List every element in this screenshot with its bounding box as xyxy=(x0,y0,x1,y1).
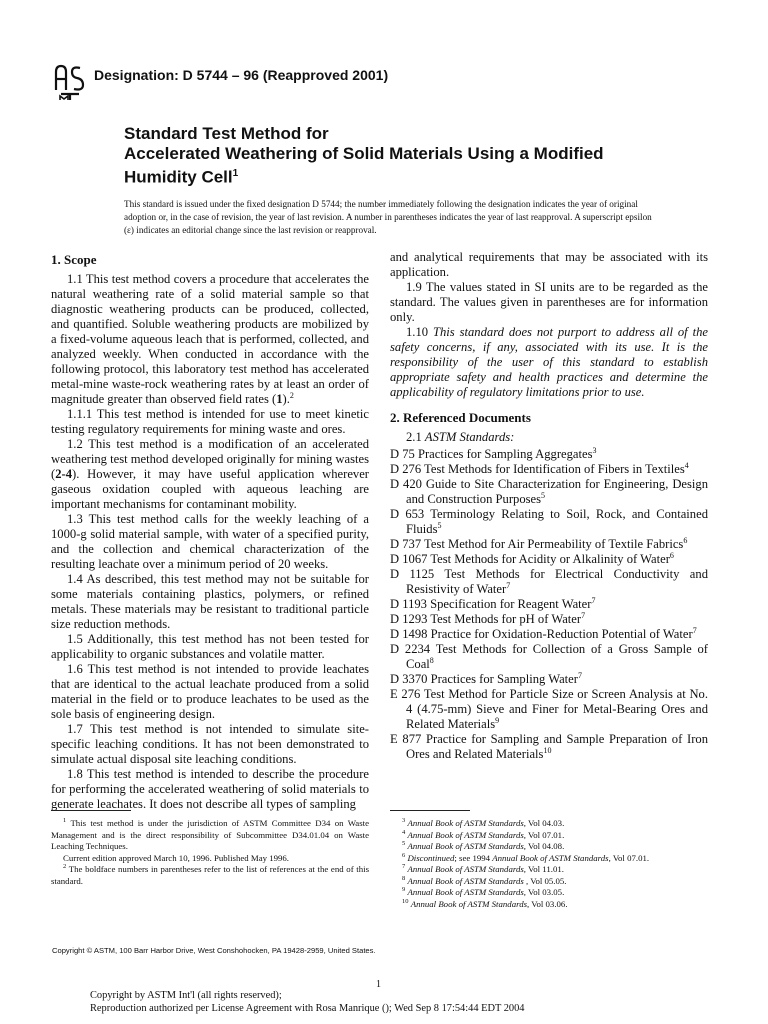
reference-text: D 1067 Test Methods for Acidity or Alkalinity of Water xyxy=(390,552,670,566)
reference-footnote-mark: 7 xyxy=(591,595,596,605)
reproduction-notice xyxy=(90,990,525,1015)
footnote-item xyxy=(390,853,708,865)
footnote-item xyxy=(390,830,708,842)
reference-item xyxy=(390,567,708,597)
paragraph-1-5: 1.5 Additionally, this test method has not been tested for applicability to organic substances and volatile matter. xyxy=(51,632,369,661)
footnote-2-mark: 2 xyxy=(63,863,67,871)
footnote-source: Annual Book of ASTM Standards xyxy=(407,818,524,828)
paragraph-1-7: 1.7 This test method is not intended to simulate site-specific leaching conditions. It has not been demonstrated to simulate actual disposal site leaching conditions. xyxy=(51,722,369,766)
paragraph-1-1 xyxy=(51,272,369,407)
reference-item xyxy=(390,447,708,462)
reference-footnote-mark: 3 xyxy=(592,445,597,455)
reference-text: D 75 Practices for Sampling Aggregates xyxy=(390,447,593,461)
footnote-mark: 5 xyxy=(402,840,406,848)
paragraph-1-10 xyxy=(390,325,708,400)
title-footnote-mark: 1 xyxy=(232,168,239,179)
footnote-item xyxy=(390,818,708,830)
reference-item xyxy=(390,687,708,732)
title-line-3 xyxy=(124,164,684,188)
footnote-source: Annual Book of ASTM Standards xyxy=(410,898,528,909)
reference-text: D 3370 Practices for Sampling Water xyxy=(390,672,578,686)
footnote-mark: 8 xyxy=(402,874,406,882)
astm-logo-icon xyxy=(52,60,88,102)
paragraph-1-9: 1.9 The values stated in SI units are to be regarded as the standard. The values given in parentheses are for information only. xyxy=(390,280,708,324)
copyright-notice: Copyright © ASTM, 100 Barr Harbor Drive, West Conshohocken, PA 19428-2959, United States. xyxy=(52,946,376,955)
footnote-volume-2: , Vol 07.01. xyxy=(608,852,650,863)
reference-footnote-mark: 7 xyxy=(506,580,511,590)
footnote-2 xyxy=(51,864,369,887)
reference-item xyxy=(390,612,708,627)
title-line-2: Accelerated Weathering of Solid Materials Using a Modified xyxy=(124,144,604,163)
footnote-volume: , Vol 04.08. xyxy=(523,841,565,851)
footnote-item xyxy=(390,864,708,876)
paragraph-1-3: 1.3 This test method calls for the weekly leaching of a 1000-g solid material sample, with water of a specified purity, and the collection and chemical characterization of the resulting leachate over a minimum period of 20 weeks. xyxy=(51,512,369,571)
footnote-volume: , Vol 11.01. xyxy=(523,864,564,874)
footnote-volume: , Vol 07.01. xyxy=(523,829,565,840)
reference-text: E 276 Test Method for Particle Size or Screen Analysis at No. 4 (4.75-mm) Sieve and Finer for Metal-Bearing Ores and Related Materials xyxy=(390,687,708,731)
reference-item xyxy=(390,732,708,762)
footnote-volume: ; see 1994 xyxy=(454,852,493,863)
footnote-1-edition: Current edition approved March 10, 1996. Published May 1996. xyxy=(63,852,289,863)
title-line-1: Standard Test Method for xyxy=(124,124,329,143)
footnote-source: Annual Book of ASTM Standards xyxy=(407,841,524,851)
repro-line-1: Copyright by ASTM Int'l (all rights reserved); xyxy=(90,990,282,1001)
footnote-item xyxy=(390,876,708,888)
safety-caveat: This standard does not purport to address all of the safety concerns, if any, associated with its use. It is the responsibility of the user of this standard to establish appropriate safety and health practices and determine the applicability of regulatory limitations prior to use. xyxy=(390,325,708,399)
document-title xyxy=(124,124,684,188)
reference-text: D 1498 Practice for Oxidation-Reduction Potential of Water xyxy=(390,627,693,641)
reference-footnote-mark: 10 xyxy=(543,745,552,755)
footnote-source: Annual Book of ASTM Standards xyxy=(407,875,524,886)
paragraph-1-6: 1.6 This test method is not intended to provide leachates that are identical to the actual leachate produced from a solid material in the field or to produce leachates to be used as the sole basis of engineering design. xyxy=(51,662,369,721)
footnote-item xyxy=(390,841,708,853)
reference-text: D 2234 Test Methods for Collection of a Gross Sample of Coal xyxy=(390,642,708,671)
footnote-item xyxy=(390,899,708,911)
designation: Designation: D 5744 – 96 (Reapproved 2001) xyxy=(94,67,389,83)
repro-line-2: Reproduction authorized per License Agreement with Rosa Manrique (); Wed Sep 8 17:54:44 EDT 2004 xyxy=(90,1002,525,1014)
footnote-mark: 4 xyxy=(402,828,406,836)
reference-footnote-mark: 5 xyxy=(541,490,546,500)
reference-item xyxy=(390,627,708,642)
issue-note: This standard is issued under the fixed designation D 5744; the number immediately following the designation indicates the year of original adoption or, in the case of revision, the year of last revision. A number in parentheses indicates the year of last reapproval. A superscript epsilon (ε) indicates an editorial change since the last revision or reapproval. xyxy=(124,199,652,235)
p1-10-number: 1.10 xyxy=(406,325,429,339)
footnote-1-text: This test method is under the jurisdiction of ASTM Committee D34 on Waste Management and is the direct responsibility of Subcommittee D34.01.04 on Waste Leaching Techniques. xyxy=(51,818,369,851)
subhead-number: 2.1 xyxy=(406,430,422,444)
footnote-1-mark: 1 xyxy=(63,817,67,825)
p1-1-footnote-mark: 2 xyxy=(289,390,294,400)
reference-list xyxy=(390,447,708,762)
p1-2-text: 1.2 This test method is a modification of an accelerated weathering test method developed originally for mining wastes ( xyxy=(51,437,369,481)
footnotes-right xyxy=(390,818,708,910)
scope-heading: 1. Scope xyxy=(51,252,97,267)
reference-footnote-mark: 6 xyxy=(669,550,674,560)
reference-text: D 737 Test Method for Air Permeability of Textile Fabrics xyxy=(390,537,684,551)
reference-item xyxy=(390,507,708,537)
footnote-rule-left xyxy=(51,810,131,811)
p1-1-text: 1.1 This test method covers a procedure that accelerates the natural weathering rate of a solid material sample so that diagnostic weathering products can be produced, collected, and quantified. Soluble weathering products are mobilized by a fixed-volume aqueous leach that is performed, collected, and analyzed weekly. When conducted in accordance with the following protocol, this laboratory test method has accelerated metal-mine waste-rock weathering rates by at least an order of magnitude greater than observed field rates ( xyxy=(51,272,369,406)
footnote-source: Discontinued xyxy=(407,852,455,863)
reference-footnote-mark: 5 xyxy=(437,520,442,530)
reference-text: E 877 Practice for Sampling and Sample Preparation of Iron Ores and Related Materials xyxy=(390,732,708,761)
right-column xyxy=(390,250,708,762)
p1-1-ref: 1 xyxy=(276,392,283,406)
footnote-volume: , Vol 03.05. xyxy=(523,887,565,897)
footnote-source: Annual Book of ASTM Standards xyxy=(407,864,524,874)
reference-item xyxy=(390,672,708,687)
reference-footnote-mark: 7 xyxy=(692,625,697,635)
astm-standards-subhead xyxy=(390,430,708,445)
reference-footnote-mark: 6 xyxy=(683,535,688,545)
footnote-mark: 7 xyxy=(402,863,406,871)
footnote-1 xyxy=(51,818,369,853)
footnote-mark: 6 xyxy=(402,851,406,859)
referenced-documents-heading: 2. Referenced Documents xyxy=(390,410,531,425)
left-column xyxy=(51,252,369,812)
footnote-source: Annual Book of ASTM Standards xyxy=(407,887,524,897)
paragraph-1-8-continued: and analytical requirements that may be associated with its application. xyxy=(390,250,708,279)
footnote-2-text: The boldface numbers in parentheses refer to the list of references at the end of this standard. xyxy=(51,864,369,886)
footnote-source-2: Annual Book of ASTM Standards xyxy=(492,852,609,863)
reference-text: D 420 Guide to Site Characterization for Engineering, Design and Construction Purposes xyxy=(390,477,708,506)
p1-1-tail: ). xyxy=(282,392,290,406)
astm-logo xyxy=(52,60,88,102)
paragraph-1-1-1: 1.1.1 This test method is intended for use to meet kinetic testing regulatory requirements for mining waste and ores. xyxy=(51,407,369,436)
footnote-volume: , Vol 05.05. xyxy=(523,875,567,886)
paragraph-1-8: 1.8 This test method is intended to describe the procedure for performing the accelerated weathering of solid materials to generate leachates. It does not describe all types of sampling xyxy=(51,767,369,811)
footnote-mark: 3 xyxy=(402,817,406,825)
reference-item xyxy=(390,642,708,672)
reference-text: D 1293 Test Methods for pH of Water xyxy=(390,612,582,626)
paragraph-1-2 xyxy=(51,437,369,512)
footnote-mark: 10 xyxy=(402,897,409,905)
footnote-volume: , Vol 03.06. xyxy=(527,898,568,909)
reference-footnote-mark: 8 xyxy=(429,655,434,665)
paragraph-1-4: 1.4 As described, this test method may not be suitable for some materials containing plastics, polymers, or refined metals. These materials may be resistant to traditional particle size reduction methods. xyxy=(51,572,369,631)
footnote-volume: , Vol 04.03. xyxy=(523,818,565,828)
title-line-3-text: Humidity Cell xyxy=(124,167,233,187)
p1-2-ref: 2-4 xyxy=(55,467,72,481)
reference-text: D 1193 Specification for Reagent Water xyxy=(390,597,592,611)
reference-footnote-mark: 7 xyxy=(581,610,586,620)
footnote-item xyxy=(390,887,708,899)
footnote-source: Annual Book of ASTM Standards xyxy=(407,829,524,840)
reference-footnote-mark: 9 xyxy=(495,715,500,725)
footnote-rule-right xyxy=(390,810,470,811)
footnote-mark: 9 xyxy=(402,886,406,894)
reference-text: D 276 Test Methods for Identification of Fibers in Textiles xyxy=(390,462,685,476)
reference-text: D 1125 Test Methods for Electrical Conductivity and Resistivity of Water xyxy=(390,567,708,596)
reference-text: D 653 Terminology Relating to Soil, Rock, and Contained Fluids xyxy=(390,507,708,536)
reference-item xyxy=(390,537,708,552)
reference-item xyxy=(390,477,708,507)
reference-item xyxy=(390,552,708,567)
reference-item xyxy=(390,597,708,612)
subhead-text: ASTM Standards: xyxy=(424,430,515,444)
footnotes-left xyxy=(51,818,369,887)
reference-footnote-mark: 7 xyxy=(577,670,582,680)
p1-2-tail: ). However, it may have useful application wherever gaseous oxidation coupled with aqueous leaching are important mechanisms for contaminant mobility. xyxy=(51,467,369,511)
page-number: 1 xyxy=(376,979,381,990)
reference-item xyxy=(390,462,708,477)
reference-footnote-mark: 4 xyxy=(684,460,689,470)
